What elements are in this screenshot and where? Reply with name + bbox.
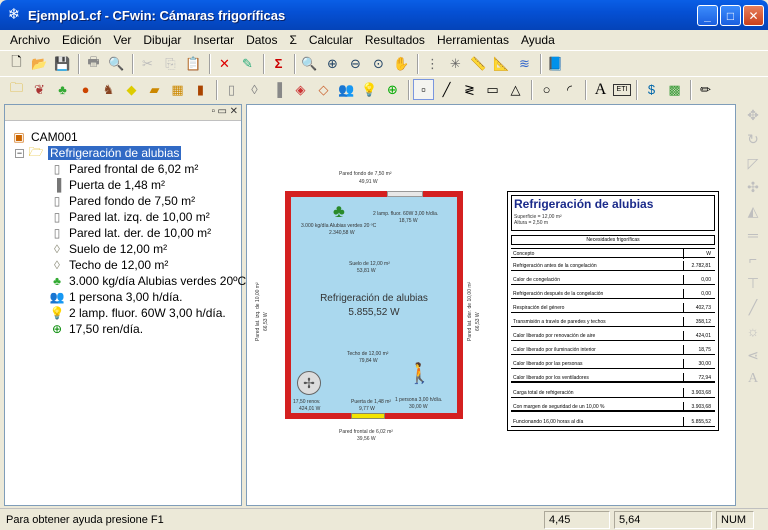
ceiling-icon[interactable]: ◈ (295, 81, 306, 97)
print-icon[interactable]: 🖶 (87, 53, 100, 69)
menu-archivo[interactable]: Archivo (10, 32, 51, 47)
persons-icon: 👥 (49, 290, 65, 304)
close-button[interactable]: ✕ (743, 5, 764, 26)
results-margin: Con margen de seguridad de un 10,00 % 3.903,68 (511, 402, 715, 412)
room-folder-icon[interactable]: 🗀 (9, 79, 23, 95)
left-wall-power: 66,53 W (263, 312, 269, 331)
wall-icon: ▯ (53, 226, 61, 240)
room-power: 5.855,52 W (348, 307, 400, 318)
edit-text-icon[interactable]: A (747, 371, 759, 386)
tree-panel-header (5, 105, 241, 121)
select-point-icon[interactable]: ▫ (413, 79, 434, 100)
tree-item[interactable]: ◊ Suelo de 12,00 m² (49, 241, 167, 257)
wall-icon: ▯ (53, 162, 61, 176)
results-surface: Superficie = 12,00 m² (514, 214, 562, 220)
results-header (511, 195, 715, 231)
zoom-out-icon[interactable]: ⊖ (350, 55, 361, 71)
ventilation-icon: ⊕ (51, 322, 63, 336)
product-power: 2.340,58 W (329, 230, 355, 236)
results-func: Funcionando 16,00 horas al día 5.855,52 (511, 417, 715, 427)
building-icon: ▣ (13, 130, 25, 144)
lamp-fixture (387, 191, 423, 197)
layers-icon[interactable]: ≋ (519, 55, 530, 71)
ceiling-power: 79,84 W (359, 358, 378, 364)
menu-resultados[interactable]: Resultados (364, 32, 425, 47)
break-icon[interactable]: ╱ (748, 298, 758, 315)
menu-ayuda[interactable]: Ayuda (520, 32, 555, 47)
ventilation-fan-icon: ✢ (297, 371, 321, 395)
door-icon: ▐ (52, 178, 62, 192)
edit-toolbar (738, 104, 768, 506)
drawing-toolbar (0, 76, 768, 102)
tree-item[interactable]: ▯ Pared lat. izq. de 10,00 m² (49, 209, 210, 225)
snowflake-icon: ❄ (7, 6, 21, 23)
polyline-icon[interactable]: ≷ (464, 81, 475, 97)
renov-label: 17,50 renov. (293, 399, 321, 405)
standard-toolbar (0, 50, 768, 76)
floor-power: 53,81 W (357, 268, 376, 274)
window-title: Ejemplo1.cf - CFwin: Cámaras frigoríficas (28, 7, 286, 23)
save-icon[interactable]: 💾 (54, 55, 71, 71)
fruit-icon[interactable]: ● (81, 82, 90, 97)
cut-icon[interactable]: ✂ (142, 55, 153, 71)
maximize-button[interactable]: □ (720, 5, 741, 26)
drawing-canvas[interactable] (246, 104, 736, 506)
circle-icon[interactable]: ○ (542, 82, 551, 97)
menu-dibujar[interactable]: Dibujar (143, 32, 182, 47)
tree-item[interactable]: ▐ Puerta de 1,48 m² (49, 177, 165, 193)
status-help: Para obtener ayuda presione F1 (6, 514, 164, 526)
line-icon[interactable]: ╱ (442, 81, 451, 97)
lamp-icon[interactable]: 💡 (361, 81, 378, 97)
paste-icon[interactable]: 📋 (185, 55, 202, 71)
triangle-icon[interactable]: △ (510, 81, 521, 97)
room-name: Refrigeración de alubias (320, 293, 428, 304)
results-table (507, 191, 719, 431)
right-wall-label: Pared lat. der. de 10,00 m² (467, 281, 473, 341)
rotate-icon[interactable]: ↻ (747, 130, 759, 147)
coin-icon[interactable]: $ (647, 82, 656, 97)
results-section: Necesidades frigoríficas (511, 235, 715, 245)
ventilation-icon[interactable]: ⊕ (387, 81, 398, 97)
restore-panel-icon[interactable]: ▫ (211, 106, 215, 117)
open-folder-icon[interactable]: 📂 (31, 55, 48, 71)
tree-icon[interactable]: ♣ (58, 82, 67, 97)
new-file-icon[interactable]: 🗋 (11, 53, 22, 69)
extend-icon[interactable]: ⌐ (748, 251, 758, 267)
wall-icon[interactable]: ▯ (227, 81, 236, 97)
person-label: 1 persona 3,00 h/día. (395, 397, 443, 403)
arc-icon[interactable]: ◜ (566, 81, 573, 97)
lamp-icon: 💡 (49, 306, 65, 320)
person-icon: 🚶 (407, 363, 432, 385)
status-bar (0, 508, 768, 530)
floor-icon: ◊ (54, 242, 60, 256)
lamps-label: 2 lamp. fluor. 60W 3,00 h/día. (373, 211, 439, 217)
product-label: 3.000 kg/día Alubias verdes 20 ºC (301, 223, 377, 229)
menu-calcular[interactable]: Calcular (308, 32, 353, 47)
tree-item[interactable]: ⊕ 17,50 ren/día. (49, 321, 143, 337)
tree-item[interactable]: 👥 1 persona 3,00 h/día. (49, 290, 183, 304)
product-icon[interactable]: ❦ (34, 81, 45, 97)
status-x: 4,45 (544, 511, 610, 529)
top-wall-power: 49,91 W (359, 179, 378, 185)
print-preview-icon[interactable]: 🔍 (108, 55, 125, 71)
wall-icon: ▯ (53, 194, 61, 208)
copy-move-icon[interactable]: ✣ (747, 178, 759, 195)
tree-item[interactable]: ▯ Pared frontal de 6,02 m² (49, 161, 198, 177)
results-col-header: Concepto W (511, 248, 715, 258)
lamps-power: 18,75 W (399, 218, 418, 224)
menu-herramientas[interactable]: Herramientas (436, 32, 509, 47)
product-tree-icon: ♣ (333, 201, 345, 221)
room-plan[interactable] (285, 191, 463, 419)
person-power: 30,00 W (409, 404, 428, 410)
move-icon[interactable]: ✥ (747, 106, 759, 123)
top-wall-label: Pared fondo de 7,50 m² (339, 171, 392, 177)
measure-icon[interactable]: 📐 (493, 55, 510, 71)
mirror-icon[interactable]: ◭ (747, 202, 759, 219)
trim-icon[interactable]: ⊤ (746, 274, 760, 291)
left-wall-label: Pared lat. izq. de 10,00 m² (255, 282, 261, 341)
tree-item[interactable]: ♣ 3.000 kg/día Alubias verdes 20ºC (49, 273, 246, 289)
report-icon[interactable]: 📘 (547, 55, 564, 71)
box-icon[interactable]: ▦ (171, 81, 184, 97)
table-row: Refrigeración antes de la congelación 2.782,81 (511, 261, 715, 271)
status-num: NUM (716, 511, 754, 529)
menu-datos[interactable]: Datos (246, 32, 278, 47)
renov-power: 424,01 W (299, 406, 321, 412)
tree-item[interactable]: 💡 2 lamp. fluor. 60W 3,00 h/día. (49, 306, 226, 320)
menu-sigma[interactable]: Σ (289, 32, 297, 47)
close-panel-icon[interactable]: ✕ (229, 106, 238, 117)
menu-insertar[interactable]: Insertar (193, 32, 235, 47)
snap-icon[interactable]: ✳ (450, 55, 461, 71)
tree-room[interactable]: − 🗁 Refrigeración de alubias (16, 144, 180, 160)
tree-root[interactable]: ▣ CAM001 (11, 129, 78, 145)
fillet-icon[interactable]: ☼ (746, 323, 760, 339)
text-icon[interactable]: A (594, 80, 607, 98)
bottom-wall-power: 39,56 W (357, 436, 376, 442)
zoom-in-icon[interactable]: ⊕ (327, 55, 338, 71)
minimize-button[interactable]: _ (697, 5, 718, 26)
zoom-window-icon[interactable]: ⊙ (373, 55, 384, 71)
slab-icon[interactable]: ◇ (318, 81, 329, 97)
menu-ver[interactable]: Ver (113, 32, 132, 47)
persons-icon[interactable]: 👥 (338, 81, 355, 97)
pan-hand-icon[interactable]: ✋ (393, 55, 410, 71)
ruler-icon[interactable]: 📏 (470, 55, 487, 71)
tree-item[interactable]: ◊ Techo de 12,00 m² (49, 257, 168, 273)
table-row: Calor liberado por las personas 30,00 (511, 359, 715, 369)
table-row: Calor de congelación 0,00 (511, 275, 715, 285)
sigma-icon[interactable]: Σ (274, 56, 283, 71)
chamfer-icon[interactable]: ⋖ (747, 346, 759, 363)
table-row: Calor liberado por iluminación interior 18,75 (511, 345, 715, 355)
zoom-icon[interactable]: 🔍 (301, 55, 318, 71)
tree-item[interactable]: ▯ Pared fondo de 7,50 m² (49, 193, 195, 209)
animal-icon[interactable]: ♞ (102, 81, 115, 97)
door-label: Puerta de 1,48 m² (351, 399, 392, 405)
picture-icon[interactable]: ▩ (668, 81, 681, 97)
right-wall-power: 66,53 W (475, 312, 481, 331)
cheese-icon[interactable]: ◆ (126, 81, 137, 97)
floor-icon[interactable]: ◊ (251, 82, 258, 97)
table-row: Calor liberado por renovación de aire 424,01 (511, 331, 715, 341)
menu-edicion[interactable]: Edición (62, 32, 102, 47)
product-tree-icon: ♣ (53, 274, 61, 288)
table-row: Calor liberado por los ventiladores 72,94 (511, 373, 715, 383)
open-folder-icon: 🗁 (28, 144, 44, 159)
door-power: 9,77 W (359, 406, 375, 412)
scale-icon[interactable]: ◸ (747, 154, 759, 171)
menu-bar (0, 30, 768, 49)
properties-icon[interactable]: ✎ (242, 55, 253, 71)
bottom-wall-label: Pared frontal de 6,02 m² (339, 429, 393, 435)
rectangle-icon[interactable]: ▭ (486, 81, 499, 97)
door-plan[interactable] (351, 413, 385, 419)
status-y: 5,64 (614, 511, 712, 529)
ceiling-label: Techo de 12,00 m² (347, 351, 389, 357)
collapse-icon[interactable]: − (16, 148, 23, 158)
results-total: Carga total de refrigeración 3.903,68 (511, 388, 715, 398)
delete-icon[interactable]: ✕ (219, 55, 230, 71)
copy-icon[interactable]: ⎘ (165, 55, 176, 71)
title-bar (0, 0, 768, 30)
tree-item[interactable]: ▯ Pared lat. der. de 10,00 m² (49, 225, 211, 241)
offset-icon[interactable]: ═ (748, 227, 758, 243)
door-icon[interactable]: ▐ (272, 82, 283, 97)
bread-icon[interactable]: ▰ (149, 81, 160, 97)
tree-panel (4, 104, 247, 506)
grid-icon[interactable]: ⋮ (426, 55, 439, 71)
minimize-panel-icon[interactable]: ▭ (217, 106, 227, 117)
wall-icon: ▯ (53, 210, 61, 224)
table-row: Refrigeración después de la congelación 0,00 (511, 289, 715, 299)
floor-label: Suelo de 12,00 m² (349, 261, 390, 267)
results-height: Altura = 2,50 m (514, 220, 549, 226)
book-icon[interactable]: ▮ (196, 81, 205, 97)
ceiling-icon: ◊ (54, 258, 60, 272)
table-row: Respiración del género 402,73 (511, 303, 715, 313)
table-row: Transmisión a través de paredes y techos 358,12 (511, 317, 715, 327)
results-title: Refrigeración de alubias (514, 197, 654, 211)
label-icon[interactable]: ETI (613, 84, 631, 96)
pencil-icon[interactable]: ✏ (700, 81, 711, 97)
